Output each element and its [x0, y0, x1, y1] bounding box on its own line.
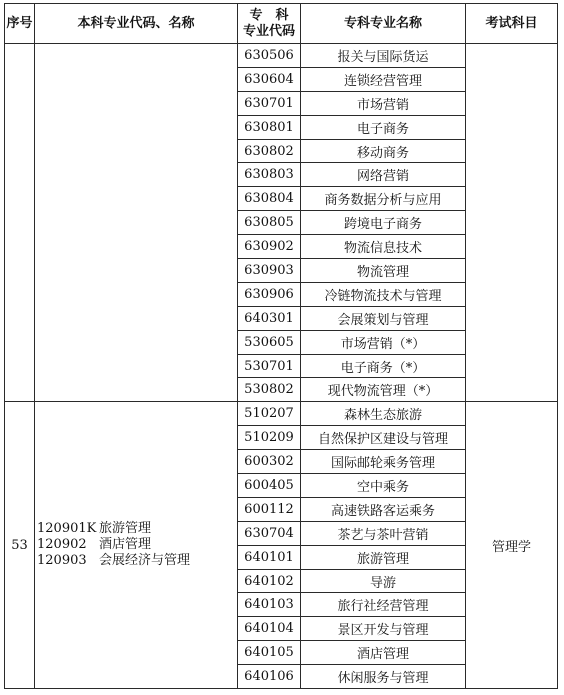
zhuanke-name-cell: 国际邮轮乘务管理	[301, 450, 466, 474]
zhuanke-code-cell: 640102	[238, 569, 301, 593]
zhuanke-name-cell: 电子商务	[301, 115, 466, 139]
zhuanke-code-cell: 640105	[238, 641, 301, 665]
zhuanke-name-cell: 茶艺与茶叶营销	[301, 521, 466, 545]
zhuanke-name-cell: 移动商务	[301, 139, 466, 163]
zhuanke-code-cell: 640106	[238, 665, 301, 689]
zhuanke-name-cell: 报关与国际货运	[301, 44, 466, 68]
benke-name: 旅游管理	[99, 521, 152, 537]
benke-code: 120903	[37, 553, 87, 569]
header-zhuanke-code-line2: 专业代码	[242, 23, 295, 39]
zhuanke-code-cell: 510207	[238, 402, 301, 426]
zhuanke-code-cell: 630801	[238, 115, 301, 139]
group1-subject-cell	[466, 44, 558, 402]
zhuanke-name-cell: 导游	[301, 569, 466, 593]
header-zhuanke-name: 专科专业名称	[301, 4, 466, 44]
zhuanke-code-cell: 510209	[238, 426, 301, 450]
benke-name: 酒店管理	[99, 537, 152, 553]
zhuanke-name-cell: 跨境电子商务	[301, 211, 466, 235]
header-row	[5, 4, 558, 44]
table-row	[5, 44, 558, 68]
zhuanke-name-cell: 酒店管理	[301, 641, 466, 665]
table-row	[5, 402, 558, 426]
zhuanke-name-cell: 自然保护区建设与管理	[301, 426, 466, 450]
zhuanke-code-cell: 640104	[238, 617, 301, 641]
zhuanke-name-cell: 休闲服务与管理	[301, 665, 466, 689]
group2-benke-cell	[35, 402, 238, 689]
zhuanke-name-cell: 会展策划与管理	[301, 306, 466, 330]
header-benke: 本科专业代码、名称	[35, 4, 238, 44]
zhuanke-code-cell: 600112	[238, 497, 301, 521]
zhuanke-code-cell: 630903	[238, 259, 301, 283]
group1-seq-cell	[5, 44, 35, 402]
benke-major	[37, 537, 237, 553]
zhuanke-code-cell: 630906	[238, 282, 301, 306]
zhuanke-name-cell: 高速铁路客运乘务	[301, 497, 466, 521]
zhuanke-name-cell: 市场营销（*）	[301, 330, 466, 354]
zhuanke-code-cell: 640101	[238, 545, 301, 569]
group1-benke-cell	[35, 44, 238, 402]
zhuanke-code-cell: 630506	[238, 44, 301, 68]
benke-major	[37, 521, 237, 537]
zhuanke-name-cell: 空中乘务	[301, 474, 466, 498]
header-seq: 序号	[5, 4, 35, 44]
zhuanke-name-cell: 物流管理	[301, 259, 466, 283]
zhuanke-name-cell: 旅行社经营管理	[301, 593, 466, 617]
table-body	[5, 44, 558, 689]
zhuanke-code-cell: 600405	[238, 474, 301, 498]
zhuanke-code-cell: 640301	[238, 306, 301, 330]
zhuanke-code-cell: 630803	[238, 163, 301, 187]
zhuanke-code-cell: 630704	[238, 521, 301, 545]
group2-subject-cell: 管理学	[466, 402, 558, 689]
zhuanke-code-cell: 630701	[238, 91, 301, 115]
benke-name: 会展经济与管理	[99, 553, 191, 569]
zhuanke-name-cell: 市场营销	[301, 91, 466, 115]
zhuanke-code-cell: 630802	[238, 139, 301, 163]
zhuanke-name-cell: 商务数据分析与应用	[301, 187, 466, 211]
header-subject: 考试科目	[466, 4, 558, 44]
benke-major	[37, 553, 237, 569]
zhuanke-code-cell: 630804	[238, 187, 301, 211]
zhuanke-code-cell: 530701	[238, 354, 301, 378]
zhuanke-name-cell: 网络营销	[301, 163, 466, 187]
zhuanke-name-cell: 现代物流管理（*）	[301, 378, 466, 402]
major-table	[4, 3, 558, 689]
zhuanke-name-cell: 森林生态旅游	[301, 402, 466, 426]
group2-seq-cell: 53	[5, 402, 35, 689]
zhuanke-name-cell: 电子商务（*）	[301, 354, 466, 378]
benke-code: 120902	[37, 537, 87, 553]
benke-code: 120901K	[37, 521, 97, 537]
zhuanke-code-cell: 630604	[238, 67, 301, 91]
zhuanke-name-cell: 景区开发与管理	[301, 617, 466, 641]
header-zhuanke-code	[238, 4, 301, 44]
zhuanke-code-cell: 630805	[238, 211, 301, 235]
zhuanke-name-cell: 物流信息技术	[301, 235, 466, 259]
zhuanke-name-cell: 旅游管理	[301, 545, 466, 569]
zhuanke-code-cell: 530802	[238, 378, 301, 402]
zhuanke-code-cell: 530605	[238, 330, 301, 354]
zhuanke-code-cell: 640103	[238, 593, 301, 617]
zhuanke-code-cell: 630902	[238, 235, 301, 259]
zhuanke-name-cell: 冷链物流技术与管理	[301, 282, 466, 306]
header-zhuanke-code-line1: 专 科	[249, 7, 289, 23]
zhuanke-code-cell: 600302	[238, 450, 301, 474]
zhuanke-name-cell: 连锁经营管理	[301, 67, 466, 91]
